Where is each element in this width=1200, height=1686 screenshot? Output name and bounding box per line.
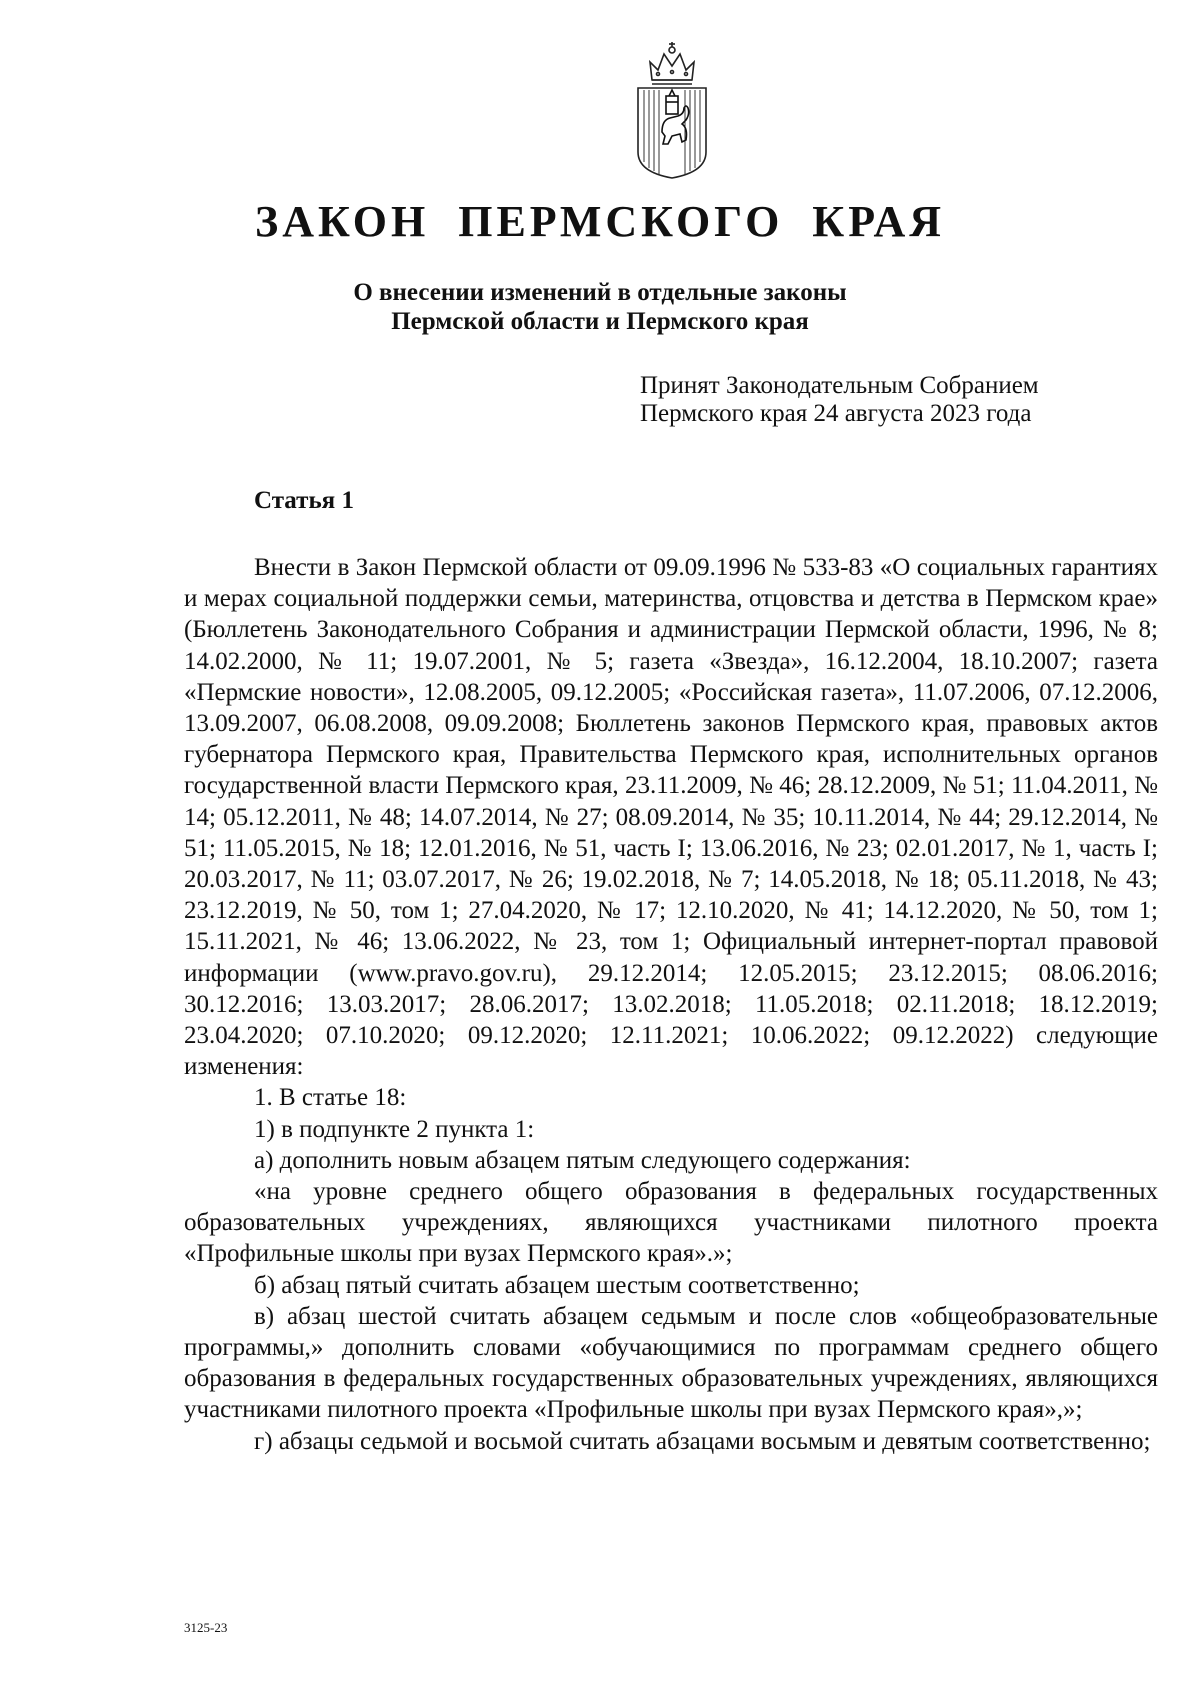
article-paragraph: «на уровне среднего общего образования в федеральных государственных образовательных учреждениях, являющихся участниками пилотного проекта «Профильные школы при вузах Пермского края».»; <box>184 1178 1158 1268</box>
article-heading: Статья 1 <box>254 487 354 514</box>
document-code: 3125-23 <box>184 1620 228 1635</box>
adoption-note-line: Принят Законодательным Собранием <box>640 372 1039 399</box>
coat-of-arms-icon <box>632 40 712 180</box>
article-paragraph: б) абзац пятый считать абзацем шестым соответственно; <box>254 1271 860 1299</box>
article-paragraph: 1. В статье 18: <box>254 1084 407 1112</box>
adoption-note <box>640 372 1039 428</box>
article-paragraph: Внести в Закон Пермской области от 09.09.1996 № 533-83 «О социальных гарантиях и мерах социальной поддержки семьи, материнства, отцовства и детства в Пермском крае» (Бюллетень Законодательного Собрания и администрации Пермской области, 1996, № 8; 14.02.2000, № 11; 19.07.2001, № 5; газета «Звезда», 16.12.2004, 18.10.2007; газета «Пермские новости», 12.08.2005, 09.12.2005; «Российская газета», 11.07.2006, 07.12.2006, 13.09.2007, 06.08.2008, 09.09.2008; Бюллетень законов Пермского края, правовых актов губернатора Пермского края, Правительства Пермского края, исполнительных органов государственной власти Пермского края, 23.11.2009, № 46; 28.12.2009, № 51; 11.04.2011, № 14; 05.12.2011, № 48; 14.07.2014, № 27; 08.09.2014, № 35; 10.11.2014, № 44; 29.12.2014, № 51; 11.05.2015, № 18; 12.01.2016, № 51, часть I; 13.06.2016, № 23; 02.01.2017, № 1, часть I; 20.03.2017, № 11; 03.07.2017, № 26; 19.02.2018, № 7; 14.05.2018, № 18; 05.11.2018, № 43; 23.12.2019, № 50, том 1; 27.04.2020, № 17; 12.10.2020, № 41; 14.12.2020, № 50, том 1; 15.11.2021, № 46; 13.06.2022, № 23, том 1; Официальный интернет-портал правовой информации (www.pravo.gov.ru), 29.12.2014; 12.05.2015; 23.12.2015; 08.06.2016; 30.12.2016; 13.03.2017; 28.06.2017; 13.02.2018; 11.05.2018; 02.11.2018; 18.12.2019; 23.04.2020; 07.10.2020; 09.12.2020; 12.11.2021; 10.06.2022; 09.12.2022) следующие изменения: <box>184 554 1158 1081</box>
article-body <box>184 552 1158 1457</box>
law-subtitle <box>250 278 950 336</box>
law-title: ЗАКОН ПЕРМСКОГО КРАЯ <box>254 197 946 246</box>
article-paragraph: г) абзацы седьмой и восьмой считать абзацами восьмым и девятым соответственно; <box>254 1427 1151 1455</box>
article-paragraph: а) дополнить новым абзацем пятым следующего содержания: <box>254 1146 911 1174</box>
article-paragraph: 1) в подпункте 2 пункта 1: <box>254 1115 535 1143</box>
law-subtitle-line: Пермской области и Пермского края <box>391 308 809 335</box>
article-paragraph: в) абзац шестой считать абзацем седьмым и после слов «общеобразовательные программы,» дополнить словами «обучающимися по программам среднего общего образования в федеральных государственных образовательных учреждениях, являющихся участниками пилотного проекта «Профильные школы при вузах Пермского края»,»; <box>184 1302 1158 1424</box>
adoption-note-line: Пермского края 24 августа 2023 года <box>640 400 1032 427</box>
law-subtitle-line: О внесении изменений в отдельные законы <box>353 279 847 306</box>
